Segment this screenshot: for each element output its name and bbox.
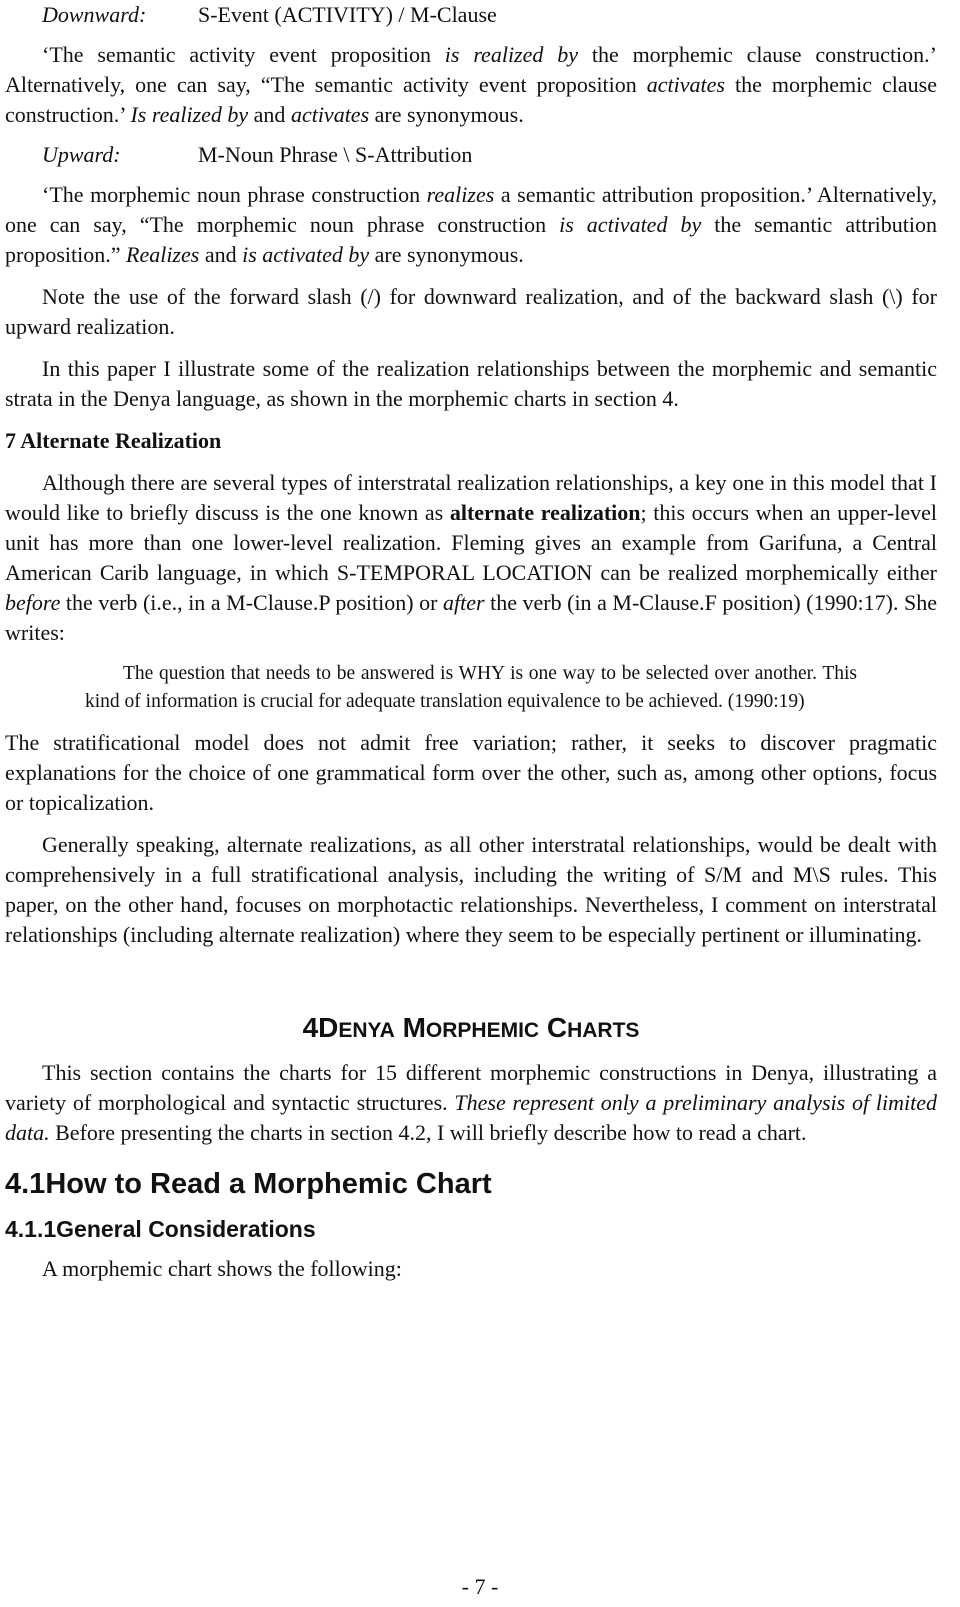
rule-label: Downward: — [42, 2, 147, 27]
italic-run: These represent only a preliminary analysis of limited data. — [5, 1090, 937, 1145]
italic-run: is realized by — [444, 42, 578, 67]
text-run: ‘The morphemic noun phrase construction — [42, 182, 427, 207]
text-run: the verb (i.e., in a M-Clause.P position) or — [60, 590, 443, 615]
italic-run: is activated by — [242, 242, 370, 267]
italic-run: activates — [646, 72, 725, 97]
text-run: ‘The semantic activity event proposition — [42, 42, 445, 67]
bold-term: alternate realization — [449, 500, 641, 525]
text-run: and — [199, 242, 243, 267]
text-run: the morphemic clause construction.’ — [5, 72, 937, 127]
text-run: This section contains the charts for 15 different morphemic constructions in Denya, illustrating a variety of morphological and syntactic structures. — [5, 1060, 937, 1115]
alternate-realization-paragraph — [5, 468, 937, 648]
heading-text: C — [539, 1012, 568, 1043]
subsubsection-heading: 4.1.1General Considerations — [5, 1216, 316, 1242]
italic-run: Is realized by — [130, 102, 249, 127]
text-run: are synonymous. — [369, 102, 524, 127]
italic-run: after — [442, 590, 485, 615]
rule-formula: S-Event (ACTIVITY) / M-Clause — [198, 2, 497, 27]
generally-speaking-paragraph: Generally speaking, alternate realizations, as all other interstratal relationships, would be dealt with comprehensively in a full stratificational analysis, including the writing of S/M and M\S rules. This paper, on the other hand, focuses on morphotactic relationships. Nevertheless, I comment on interstratal relationships (including alternate realization) where they seem to be especially pertinent or illuminating. — [5, 832, 937, 947]
text-run: the morphemic clause construction.’ Alternatively, one can say, “The semantic activity event proposition — [5, 42, 937, 97]
section-heading: 7 Alternate Realization — [5, 428, 222, 453]
rule-formula: M-Noun Phrase \ S-Attribution — [198, 142, 473, 167]
upward-rule — [5, 140, 937, 170]
heading-text: HARTS — [567, 1019, 640, 1042]
slash-note: Note the use of the forward slash (/) for downward realization, and of the backward slash (\) for upward realization. — [5, 284, 937, 339]
italic-run: realizes — [426, 182, 495, 207]
heading-text: M — [394, 1012, 426, 1043]
heading-text: ORPHEMIC — [425, 1019, 540, 1042]
text-run: Before presenting the charts in section 4.2, I will briefly describe how to read a chart. — [49, 1120, 807, 1145]
quote-text: The question that needs to be answered is WHY is one way to be selected over another. This kind of information is crucial for adequate translation equivalence to be achieved. (1990:19) — [85, 663, 857, 712]
downward-explanation — [5, 40, 937, 130]
italic-run: Realizes — [126, 242, 200, 267]
document-page — [5, 0, 937, 1284]
chapter-intro-paragraph — [5, 1058, 937, 1148]
block-quote — [85, 660, 857, 716]
text-run: ; this occurs when an upper-level unit has more than one lower-level realization. Fleming gives an example from Garifuna, a Central American Carib language, in which S-TEMPORAL LOCATION can be realized morphemically either — [5, 500, 938, 585]
heading-text: D — [318, 1012, 339, 1043]
text-run: the verb (in a M-Clause.F position) (1990:17). She writes: — [5, 590, 937, 645]
chapter-heading — [5, 1010, 937, 1046]
heading-number: 4 — [302, 1012, 319, 1043]
text-run: Although there are several types of interstratal realization relationships, a key one in this model that I would like to briefly discuss is the one known as — [5, 470, 937, 525]
downward-rule — [5, 0, 937, 30]
heading-text: ENYA — [338, 1019, 395, 1042]
text-run: are synonymous. — [369, 242, 524, 267]
free-variation-paragraph: The stratificational model does not admit free variation; rather, it seeks to discover pragmatic explanations for the choice of one grammatical form over the other, such as, among other options, focus or topicalization. — [5, 730, 937, 815]
italic-run: before — [5, 590, 61, 615]
intro-paragraph: In this paper I illustrate some of the realization relationships between the morphemic and semantic strata in the Denya language, as shown in the morphemic charts in section 4. — [5, 356, 937, 411]
text-run: a semantic attribution proposition.’ Alternatively, one can say, “The morphemic noun phrase construction — [5, 182, 937, 237]
italic-run: is activated by — [559, 212, 702, 237]
text-run: and — [248, 102, 291, 127]
page-number: - 7 - — [461, 1574, 499, 1599]
subsection-heading: 4.1How to Read a Morphemic Chart — [5, 1168, 492, 1200]
rule-label: Upward: — [42, 142, 121, 167]
upward-explanation — [5, 180, 937, 270]
italic-run: activates — [290, 102, 370, 127]
chart-description-paragraph: A morphemic chart shows the following: — [42, 1256, 402, 1281]
text-run: the semantic attribution proposition.” — [5, 212, 937, 267]
